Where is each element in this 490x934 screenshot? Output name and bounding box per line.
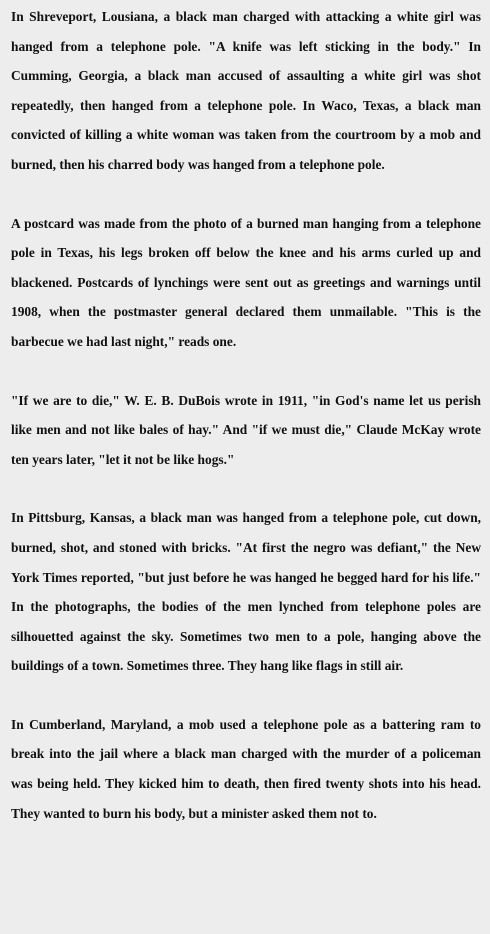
paragraph-gap [11, 681, 481, 710]
paragraph-gap [11, 474, 481, 503]
paragraph-postcard: A postcard was made from the photo of a burned man hanging from a telephone pole in Texas, his legs broken off below the knee and his arms curled up and blackened. Postcards of lynchings were sent out as greetings and warnings until 1908, when the postmaster general declared them unmailable. "This is the barbecue we had last night," reads one. [11, 215, 481, 349]
paragraph-shreveport: In Shreveport, Lousiana, a black man charged with attacking a white girl was hanged from a telephone pole. "A knife was left sticking in the body." In Cumming, Georgia, a black man accused of assaulting a white girl was shot repeatedly, then hanged from a telephone pole. In Waco, Texas, a black man convicted of killing a white woman was taken from the courtroom by a mob and burned, then his charred body was hanged from a telephone pole. [11, 9, 481, 172]
paragraph-cumberland: In Cumberland, Maryland, a mob used a telephone pole as a battering ram to break into the jail where a black man charged with the murder of a policeman was being held. They kicked him to death, then fired twenty shots into his head. They wanted to burn his body, but a minister asked them not to. [11, 716, 481, 821]
paragraph-gap [11, 180, 481, 209]
paragraph-gap [11, 357, 481, 386]
paragraph-dubois: "If we are to die," W. E. B. DuBois wrote in 1911, "in God's name let us perish like men and not like bales of hay." And "if we must die," Claude McKay wrote ten years later, "let it not be like hogs." [11, 392, 481, 467]
paragraph-pittsburg: In Pittsburg, Kansas, a black man was hanged from a telephone pole, cut down, burned, shot, and stoned with bricks. "At first the negro was defiant," the New York Times reported, "but just before he was hanged he begged hard for his life." In the photographs, the bodies of the men lynched from telephone poles are silhouetted against the sky. Sometimes two men to a pole, hanging above the buildings of a town. Sometimes three. They hang like flags in still air. [11, 510, 481, 674]
document-page [0, 2, 490, 934]
